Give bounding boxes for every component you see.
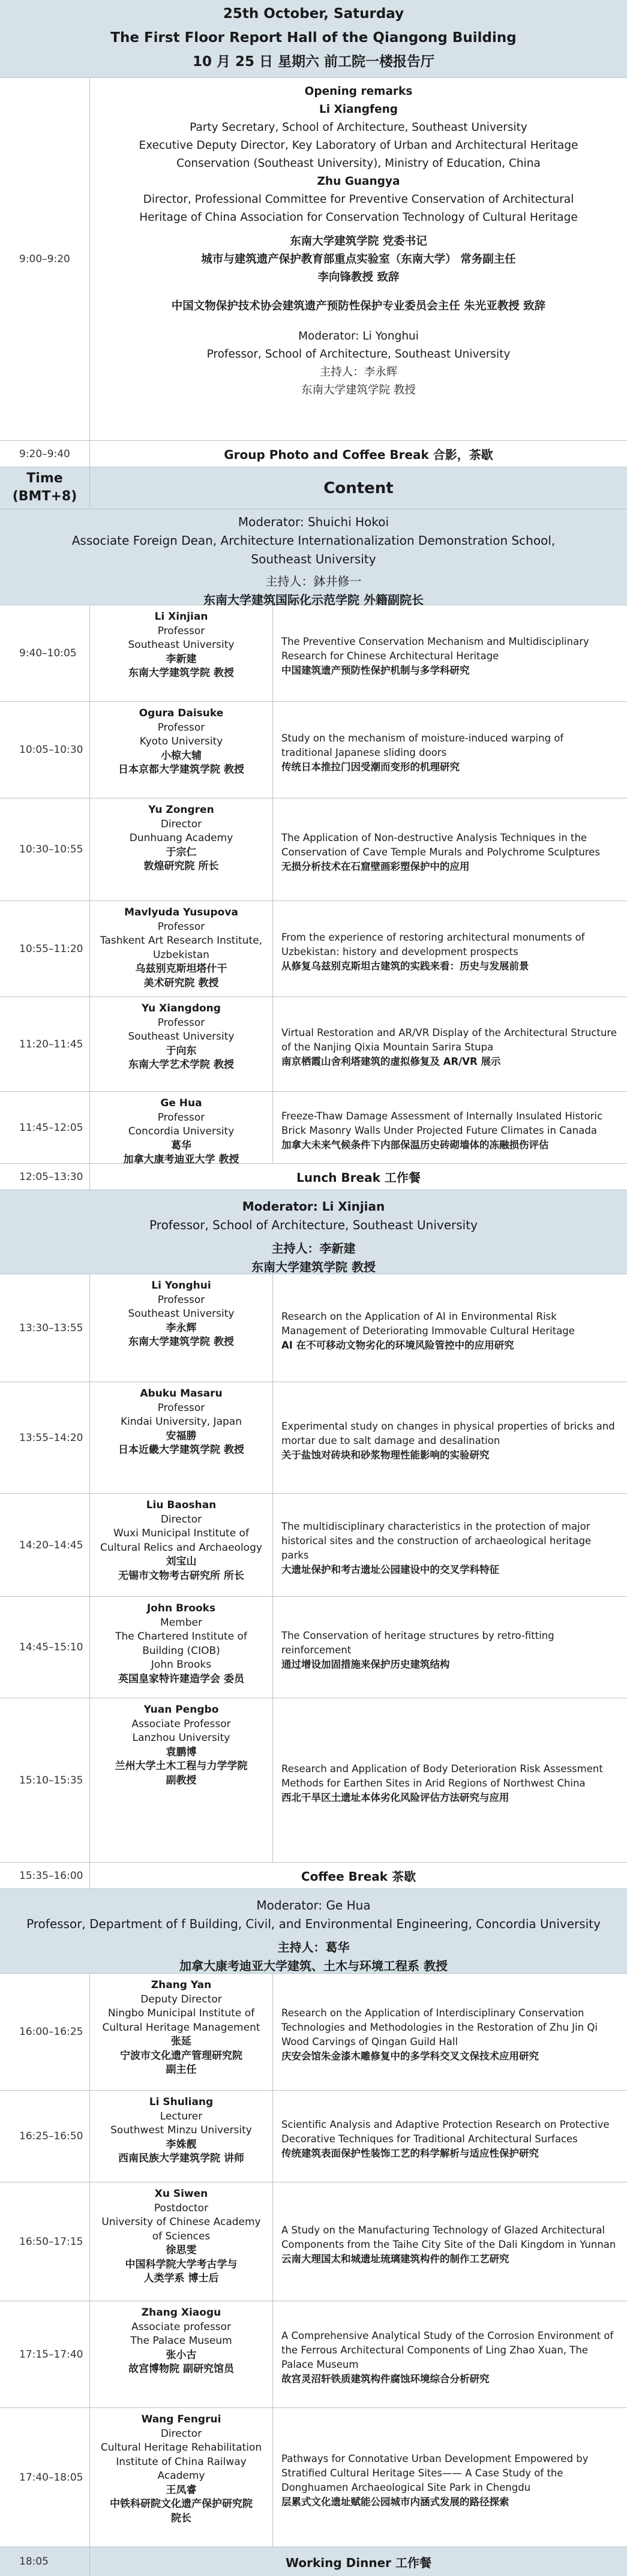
talk-topic — [273, 901, 627, 996]
topic-en: The Conservation of heritage structures by retro-fitting reinforcement — [281, 1630, 554, 1656]
talk-row — [0, 605, 627, 702]
speaker-line: Dunhuang Academy — [129, 832, 233, 844]
speaker-name: Zhang Xiaogu — [141, 2307, 221, 2319]
speaker-line: 李新建 — [166, 653, 197, 665]
speaker-line: University of Chinese Academy — [101, 2216, 261, 2228]
topic-en: Experimental study on changes in physical properties of bricks and mortar due to salt damage and desalination — [281, 1420, 615, 1446]
speaker-line: 张小古 — [166, 2349, 197, 2361]
talk-row — [0, 1092, 627, 1164]
topic-en: Research on the Application of Interdisciplinary Conservation Technologies and Methodologies in the Restoration of Zhu Jin Qi Wood Carvings of Qingan Guild Hall — [281, 2007, 598, 2047]
photo-break-time: 9:20–9:40 — [0, 441, 90, 467]
speaker-line: Deputy Director — [140, 1993, 222, 2005]
talk-time: 9:40–10:05 — [0, 605, 90, 701]
topic-cn: 层累式文化遗址赋能公园城市内涵式发展的路径探索 — [281, 2496, 509, 2508]
speaker-line: 中国科学院大学考古学与 — [125, 2258, 238, 2271]
speaker-line: 兰州大学土木工程与力学学院 — [115, 1760, 248, 1772]
speaker-line: Professor — [157, 1111, 205, 1124]
session2-moderator-cn: 主持人：李新建 — [271, 1241, 356, 1256]
speaker-line: 葛华 — [171, 1139, 191, 1152]
opening-speaker1-role2: Executive Deputy Director, Key Laboratory of Urban and Architectural Heritage — [139, 139, 578, 152]
opening-moderator-cn1: 主持人：李永辉 — [319, 366, 398, 379]
photo-break-label: Group Photo and Coffee Break 合影，茶歇 — [224, 448, 493, 462]
talk-speaker — [90, 2182, 273, 2301]
topic-en: From the experience of restoring architectural monuments of Uzbekistan: history and development prospects — [281, 931, 585, 957]
opening-row — [0, 78, 627, 441]
session1-moderator-en: Moderator: Shuichi Hokoi — [238, 515, 389, 529]
speaker-name: Liu Baoshan — [146, 1499, 217, 1511]
speaker-affiliation-cn: 故宫博物院 副研究馆员 — [128, 2363, 234, 2375]
speaker-line: 宁波市文化遗产管理研究院 — [120, 2049, 242, 2062]
speaker-line: The Palace Museum — [130, 2335, 232, 2347]
talk-speaker — [90, 1974, 273, 2090]
venue-en: The First Floor Report Hall of the Qiangong Building — [110, 30, 517, 46]
opening-cn1: 东南大学建筑学院 党委书记 — [290, 235, 427, 248]
speaker-name: Li Xinjian — [154, 611, 208, 623]
speaker-affiliation-cn: 西南民族大学建筑学院 讲师 — [118, 2152, 244, 2164]
talk-row — [0, 798, 627, 901]
opening-speaker1-name: Li Xiangfeng — [319, 103, 398, 116]
dinner-row — [0, 2547, 627, 2576]
topic-cn: 传统日本推拉门因受潮而变形的机理研究 — [281, 761, 460, 773]
speaker-name: Li Shuliang — [149, 2096, 214, 2108]
speaker-affiliation-cn: 日本京都大学建筑学院 教授 — [118, 764, 244, 776]
talk-speaker — [90, 605, 273, 701]
opening-speaker2-role2: Heritage of China Association for Conservation Technology of Cultural Heritage — [139, 211, 578, 224]
speaker-line: 徐思雯 — [166, 2244, 197, 2256]
talk-time: 10:30–10:55 — [0, 798, 90, 900]
talk-row — [0, 1698, 627, 1863]
session1-moderator-cn: 主持人：鉢井修一 — [265, 574, 362, 589]
topic-cn: 无损分析技术在石窟壁画彩塑保护中的应用 — [281, 861, 470, 872]
speaker-line: Kindai University, Japan — [121, 1416, 242, 1428]
speaker-affiliation-cn: 日本近畿大学建筑学院 教授 — [118, 1444, 244, 1456]
date-en: 25th October, Saturday — [223, 6, 404, 22]
speaker-line: of Sciences — [152, 2230, 211, 2242]
talk-row — [0, 702, 627, 798]
session2-role-en: Professor, School of Architecture, Southeast University — [149, 1218, 478, 1232]
session1-role-cn: 东南大学建筑国际化示范学院 外籍副院长 — [203, 593, 424, 607]
talk-speaker — [90, 2091, 273, 2182]
speaker-line: Building (CIOB) — [142, 1644, 220, 1657]
speaker-name: Li Yonghui — [151, 1280, 211, 1292]
talk-time: 14:45–15:10 — [0, 1597, 90, 1698]
speaker-line: Southeast University — [128, 1031, 235, 1043]
speaker-line: Lecturer — [160, 2110, 203, 2122]
speaker-line: Director — [160, 2427, 202, 2440]
speaker-affiliation-cn: 东南大学艺术学院 教授 — [128, 1059, 234, 1071]
lunch-time: 12:05–13:30 — [0, 1164, 90, 1190]
topic-cn: 从修复乌兹别克斯坦古建筑的实践来看：历史与发展前景 — [281, 960, 529, 972]
talk-time: 13:55–14:20 — [0, 1382, 90, 1493]
session3-role-cn: 加拿大康考迪亚大学建筑、土木与环境工程系 教授 — [179, 1959, 448, 1973]
opening-speaker1-role3: Conservation (Southeast University), Ministry of Education, China — [176, 157, 541, 170]
speaker-line: Member — [160, 1616, 202, 1629]
coffee-label: Coffee Break 茶歇 — [301, 1869, 416, 1884]
opening-speaker2-name: Zhu Guangya — [317, 175, 400, 188]
session3-role-en: Professor, Department of f Building, Civil, and Environmental Engineering, Concordia University — [26, 1917, 601, 1931]
opening-moderator: Moderator: Li Yonghui — [298, 330, 419, 343]
speaker-line: Professor — [157, 721, 205, 734]
talk-time: 16:00–16:25 — [0, 1974, 90, 2090]
speaker-line: Ningbo Municipal Institute of — [107, 2007, 255, 2019]
talk-time: 13:30–13:55 — [0, 1274, 90, 1382]
date-cn: 10 月 25 日 星期六 前工院一楼报告厅 — [192, 54, 435, 70]
speaker-line: 张延 — [171, 2035, 191, 2047]
content-column-head: Content — [323, 479, 394, 497]
talk-row — [0, 2091, 627, 2182]
opening-speaker1-role1: Party Secretary, School of Architecture, Southeast University — [190, 121, 527, 134]
speaker-affiliation-cn: 英国皇家特许建造学会 委员 — [118, 1673, 244, 1685]
session3-moderator — [0, 1889, 627, 1974]
topic-cn: 关于盐蚀对砖块和砂浆物理性能影响的实验研究 — [281, 1449, 490, 1461]
talk-topic — [273, 1698, 627, 1862]
time-head-label: Time — [26, 471, 63, 486]
talk-time: 14:20–14:45 — [0, 1494, 90, 1596]
session1-role-en1: Associate Foreign Dean, Architecture Internationalization Demonstration School, — [71, 533, 556, 548]
talk-time: 15:10–15:35 — [0, 1698, 90, 1862]
speaker-line: Professor — [157, 920, 205, 933]
speaker-line: Lanzhou University — [132, 1732, 230, 1744]
speaker-name: Yu Zongren — [148, 804, 214, 816]
time-column-head — [0, 467, 90, 509]
speaker-line: Professor — [157, 625, 205, 637]
speaker-line: Professor — [157, 1401, 205, 1414]
table-head — [0, 467, 627, 509]
talk-speaker — [90, 1092, 273, 1166]
topic-cn: 故宫灵沼轩铁质建筑构件腐蚀环境综合分析研究 — [281, 2373, 490, 2385]
topic-en: A Comprehensive Analytical Study of the Corrosion Environment of the Ferrous Architectural Components of Ling Zhao Xuan, The Palace Museum — [281, 2329, 614, 2370]
speaker-line: 刘宝山 — [166, 1556, 197, 1568]
talk-speaker — [90, 1698, 273, 1862]
talk-row — [0, 1974, 627, 2091]
session1-role-en2: Southeast University — [251, 552, 376, 566]
coffee-row — [0, 1863, 627, 1889]
speaker-line: Wuxi Municipal Institute of — [113, 1527, 249, 1539]
session2-role-cn: 东南大学建筑学院 教授 — [251, 1260, 376, 1274]
speaker-line: Cultural Heritage Management — [102, 2021, 260, 2034]
speaker-name: Ge Hua — [160, 1097, 202, 1109]
speaker-line: Postdoctor — [154, 2202, 209, 2214]
talk-speaker — [90, 1274, 273, 1382]
speaker-line: Cultural Relics and Archaeology — [100, 1541, 262, 1554]
opening-title: Opening remarks — [304, 85, 413, 98]
day-header — [0, 0, 627, 78]
dinner-label: Working Dinner 工作餐 — [286, 2555, 431, 2570]
topic-en: Freeze-Thaw Damage Assessment of Internally Insulated Historic Brick Masonry Walls Under Projected Future Climates in Canada — [281, 1110, 603, 1136]
speaker-name: Yuan Pengbo — [143, 1704, 219, 1716]
lunch-label: Lunch Break 工作餐 — [296, 1170, 421, 1185]
topic-cn: 西北干旱区土遗址本体劣化风险评估方法研究与应用 — [281, 1791, 509, 1803]
talk-time: 11:45–12:05 — [0, 1092, 90, 1163]
speaker-line: Southeast University — [128, 639, 235, 651]
talk-speaker — [90, 798, 273, 900]
speaker-line: The Chartered Institute of — [115, 1631, 247, 1643]
lunch-row — [0, 1164, 627, 1190]
opening-content — [90, 78, 627, 440]
talk-time: 17:15–17:40 — [0, 2301, 90, 2407]
time-head-zone: (BMT+8) — [12, 489, 77, 504]
topic-cn: 传统建筑表面保护性装饰工艺的科学解析与适应性保护研究 — [281, 2148, 539, 2159]
session3-moderator-en: Moderator: Ge Hua — [256, 1898, 371, 1913]
speaker-line: 小椋大辅 — [161, 749, 202, 762]
topic-en: Research and Application of Body Deterioration Risk Assessment Methods for Earthen Sites in Arid Regions of Northwest China — [281, 1763, 603, 1789]
speaker-name: John Brooks — [146, 1602, 216, 1614]
opening-cn4: 中国文物保护技术协会建筑遗产预防性保护专业委员会主任 朱光亚教授 致辞 — [171, 300, 546, 313]
speaker-line: Director — [160, 818, 202, 830]
topic-en: Research on the Application of AI in Environmental Risk Management of Deteriorating Immovable Cultural Heritage — [281, 1310, 575, 1337]
opening-cn2: 城市与建筑遗产保护教育部重点实验室（东南大学） 常务副主任 — [201, 253, 516, 266]
opening-moderator-role: Professor, School of Architecture, Southeast University — [206, 348, 511, 361]
speaker-name: Abuku Masaru — [140, 1388, 223, 1400]
talk-topic — [273, 1274, 627, 1382]
talk-topic — [273, 702, 627, 798]
speaker-line: 安福勝 — [166, 1430, 197, 1442]
speaker-line: 于向东 — [166, 1044, 197, 1057]
speaker-line: Uzbekistan — [153, 948, 209, 961]
speaker-name: Yu Xiangdong — [142, 1002, 221, 1014]
speaker-name: Wang Fengrui — [141, 2413, 221, 2425]
speaker-line: Academy — [157, 2470, 205, 2482]
speaker-line: 人类学系 博士后 — [143, 2272, 219, 2284]
talk-topic — [273, 1597, 627, 1698]
topic-cn: 通过增设加固措施来保护历史建筑结构 — [281, 1659, 450, 1670]
speaker-affiliation-cn: 东南大学建筑学院 教授 — [128, 1336, 234, 1348]
session1-moderator — [0, 509, 627, 605]
speaker-line: 李永辉 — [166, 1322, 197, 1334]
speaker-affiliation-cn: 美术研究院 教授 — [143, 977, 219, 989]
speaker-line: 王凤睿 — [166, 2484, 197, 2496]
speaker-line: Southwest Minzu University — [110, 2124, 252, 2136]
talk-speaker — [90, 901, 273, 996]
topic-cn: 中国建筑遗产预防性保护机制与多学科研究 — [281, 665, 470, 676]
opening-time: 9:00–9:20 — [0, 78, 90, 440]
talk-topic — [273, 997, 627, 1091]
topic-en: The Application of Non-destructive Analysis Techniques in the Conservation of Cave Temple Murals and Polychrome Sculptures — [281, 832, 601, 858]
talk-topic — [273, 1974, 627, 2090]
talk-row — [0, 1494, 627, 1597]
topic-en: A Study on the Manufacturing Technology of Glazed Architectural Components from the Taihe City Site of the Dali Kingdom in Yunnan — [281, 2224, 616, 2250]
topic-en: The Preventive Conservation Mechanism and Multidisciplinary Research for Chinese Architectural Heritage — [281, 636, 589, 662]
topic-en: The multidisciplinary characteristics in the protection of major historical sites and the construction of archaeological heritage parks — [281, 1520, 592, 1561]
opening-moderator-cn2: 东南大学建筑学院 教授 — [301, 384, 416, 397]
topic-cn: 庆安会馆朱金漆木雕修复中的多学科交叉文保技术应用研究 — [281, 2050, 539, 2062]
speaker-line: Associate Professor — [131, 1718, 231, 1730]
speaker-line: Cultural Heritage Rehabilitation — [100, 2442, 262, 2454]
talk-time: 17:40–18:05 — [0, 2408, 90, 2547]
speaker-line: John Brooks — [151, 1659, 212, 1671]
speaker-affiliation-cn: 东南大学建筑学院 教授 — [128, 667, 234, 679]
dinner-time: 18:05 — [0, 2547, 90, 2576]
speaker-line: Tashkent Art Research Institute, — [100, 935, 263, 947]
speaker-line: 李姝靓 — [166, 2138, 197, 2151]
opening-cn3: 李向锋教授 致辞 — [317, 271, 400, 284]
speaker-affiliation-cn: 敦煌研究院 所长 — [143, 860, 219, 872]
session2-moderator — [0, 1190, 627, 1274]
talk-topic — [273, 1494, 627, 1596]
topic-en: Study on the mechanism of moisture-induced warping of traditional Japanese sliding doors — [281, 732, 564, 758]
talk-time: 10:55–11:20 — [0, 901, 90, 996]
talk-time: 10:05–10:30 — [0, 702, 90, 798]
talk-topic — [273, 605, 627, 701]
opening-speaker2-role1: Director, Professional Committee for Preventive Conservation of Architectural — [143, 193, 574, 206]
topic-en: Virtual Restoration and AR/VR Display of the Architectural Structure of the Nanjing Qixia Mountain Sarira Stupa — [281, 1026, 617, 1053]
topic-en: Scientific Analysis and Adaptive Protection Research on Protective Decorative Techniques for Traditional Architectural Surfaces — [281, 2119, 610, 2145]
speaker-line: 院长 — [171, 2512, 191, 2524]
talk-row — [0, 2182, 627, 2301]
talk-speaker — [90, 702, 273, 798]
photo-break-row — [0, 441, 627, 467]
speaker-line: Southeast University — [128, 1308, 235, 1320]
topic-en: Pathways for Connotative Urban Development Empowered by Stratified Cultural Heritage Sites—— A Case Study of the Donghuamen Archaeological Site Park in Chengdu — [281, 2452, 589, 2493]
speaker-line: Institute of China Railway — [116, 2455, 247, 2468]
speaker-line: Professor — [157, 1293, 205, 1306]
speaker-line: 中铁科研院文化遗产保护研究院 — [110, 2498, 253, 2510]
topic-cn: 加拿大未来气候条件下内部保温历史砖砌墙体的冻融损伤评估 — [281, 1139, 549, 1151]
speaker-line: 袁鹏博 — [166, 1746, 197, 1758]
speaker-name: Ogura Daisuke — [139, 707, 224, 719]
talk-speaker — [90, 2301, 273, 2407]
talk-time: 11:20–11:45 — [0, 997, 90, 1091]
talk-row — [0, 997, 627, 1092]
session2-moderator-en: Moderator: Li Xinjian — [242, 1199, 385, 1214]
speaker-affiliation-cn: 加拿大康考迪亚大学 教授 — [123, 1154, 239, 1166]
talk-row — [0, 2301, 627, 2408]
talk-speaker — [90, 1382, 273, 1493]
speaker-line: 于宗仁 — [166, 846, 197, 858]
speaker-name: Zhang Yan — [151, 1979, 212, 1991]
speaker-line: Professor — [157, 1016, 205, 1029]
talk-row — [0, 1597, 627, 1698]
speaker-line: Director — [160, 1513, 202, 1526]
topic-cn: AI 在不可移动文物劣化的环境风险管控中的应用研究 — [281, 1339, 514, 1351]
talk-speaker — [90, 1597, 273, 1698]
talk-topic — [273, 2408, 627, 2547]
speaker-line: Associate professor — [131, 2320, 232, 2333]
talk-row — [0, 901, 627, 997]
speaker-line: 乌兹别克斯坦塔什干 — [135, 963, 227, 975]
talk-speaker — [90, 1494, 273, 1596]
talk-topic — [273, 2182, 627, 2301]
talk-row — [0, 2408, 627, 2547]
talk-topic — [273, 1382, 627, 1493]
topic-cn: 南京栖霞山舍利塔建筑的虚拟修复及 AR/VR 展示 — [281, 1055, 501, 1067]
talk-topic — [273, 2091, 627, 2182]
talk-topic — [273, 2301, 627, 2407]
speaker-affiliation-cn: 无锡市文物考古研究所 所长 — [118, 1569, 244, 1582]
talk-topic — [273, 798, 627, 900]
talk-row — [0, 1274, 627, 1382]
talk-speaker — [90, 2408, 273, 2547]
talk-row — [0, 1382, 627, 1494]
speaker-line: 副教授 — [166, 1774, 197, 1787]
speaker-name: Mavlyuda Yusupova — [124, 906, 238, 918]
session3-moderator-cn: 主持人：葛华 — [277, 1940, 350, 1954]
topic-cn: 大遗址保护和考古遗址公园建设中的交叉学科特征 — [281, 1563, 499, 1575]
talk-topic — [273, 1092, 627, 1163]
topic-cn: 云南大理国太和城遗址琉璃建筑构件的制作工艺研究 — [281, 2253, 509, 2265]
talk-speaker — [90, 997, 273, 1091]
coffee-time: 15:35–16:00 — [0, 1863, 90, 1889]
talk-time: 16:50–17:15 — [0, 2182, 90, 2301]
talk-time: 16:25–16:50 — [0, 2091, 90, 2182]
speaker-line: 副主任 — [166, 2064, 197, 2076]
speaker-line: Concordia University — [128, 1125, 235, 1137]
speaker-name: Xu Siwen — [154, 2188, 208, 2200]
speaker-line: Kyoto University — [139, 735, 223, 747]
